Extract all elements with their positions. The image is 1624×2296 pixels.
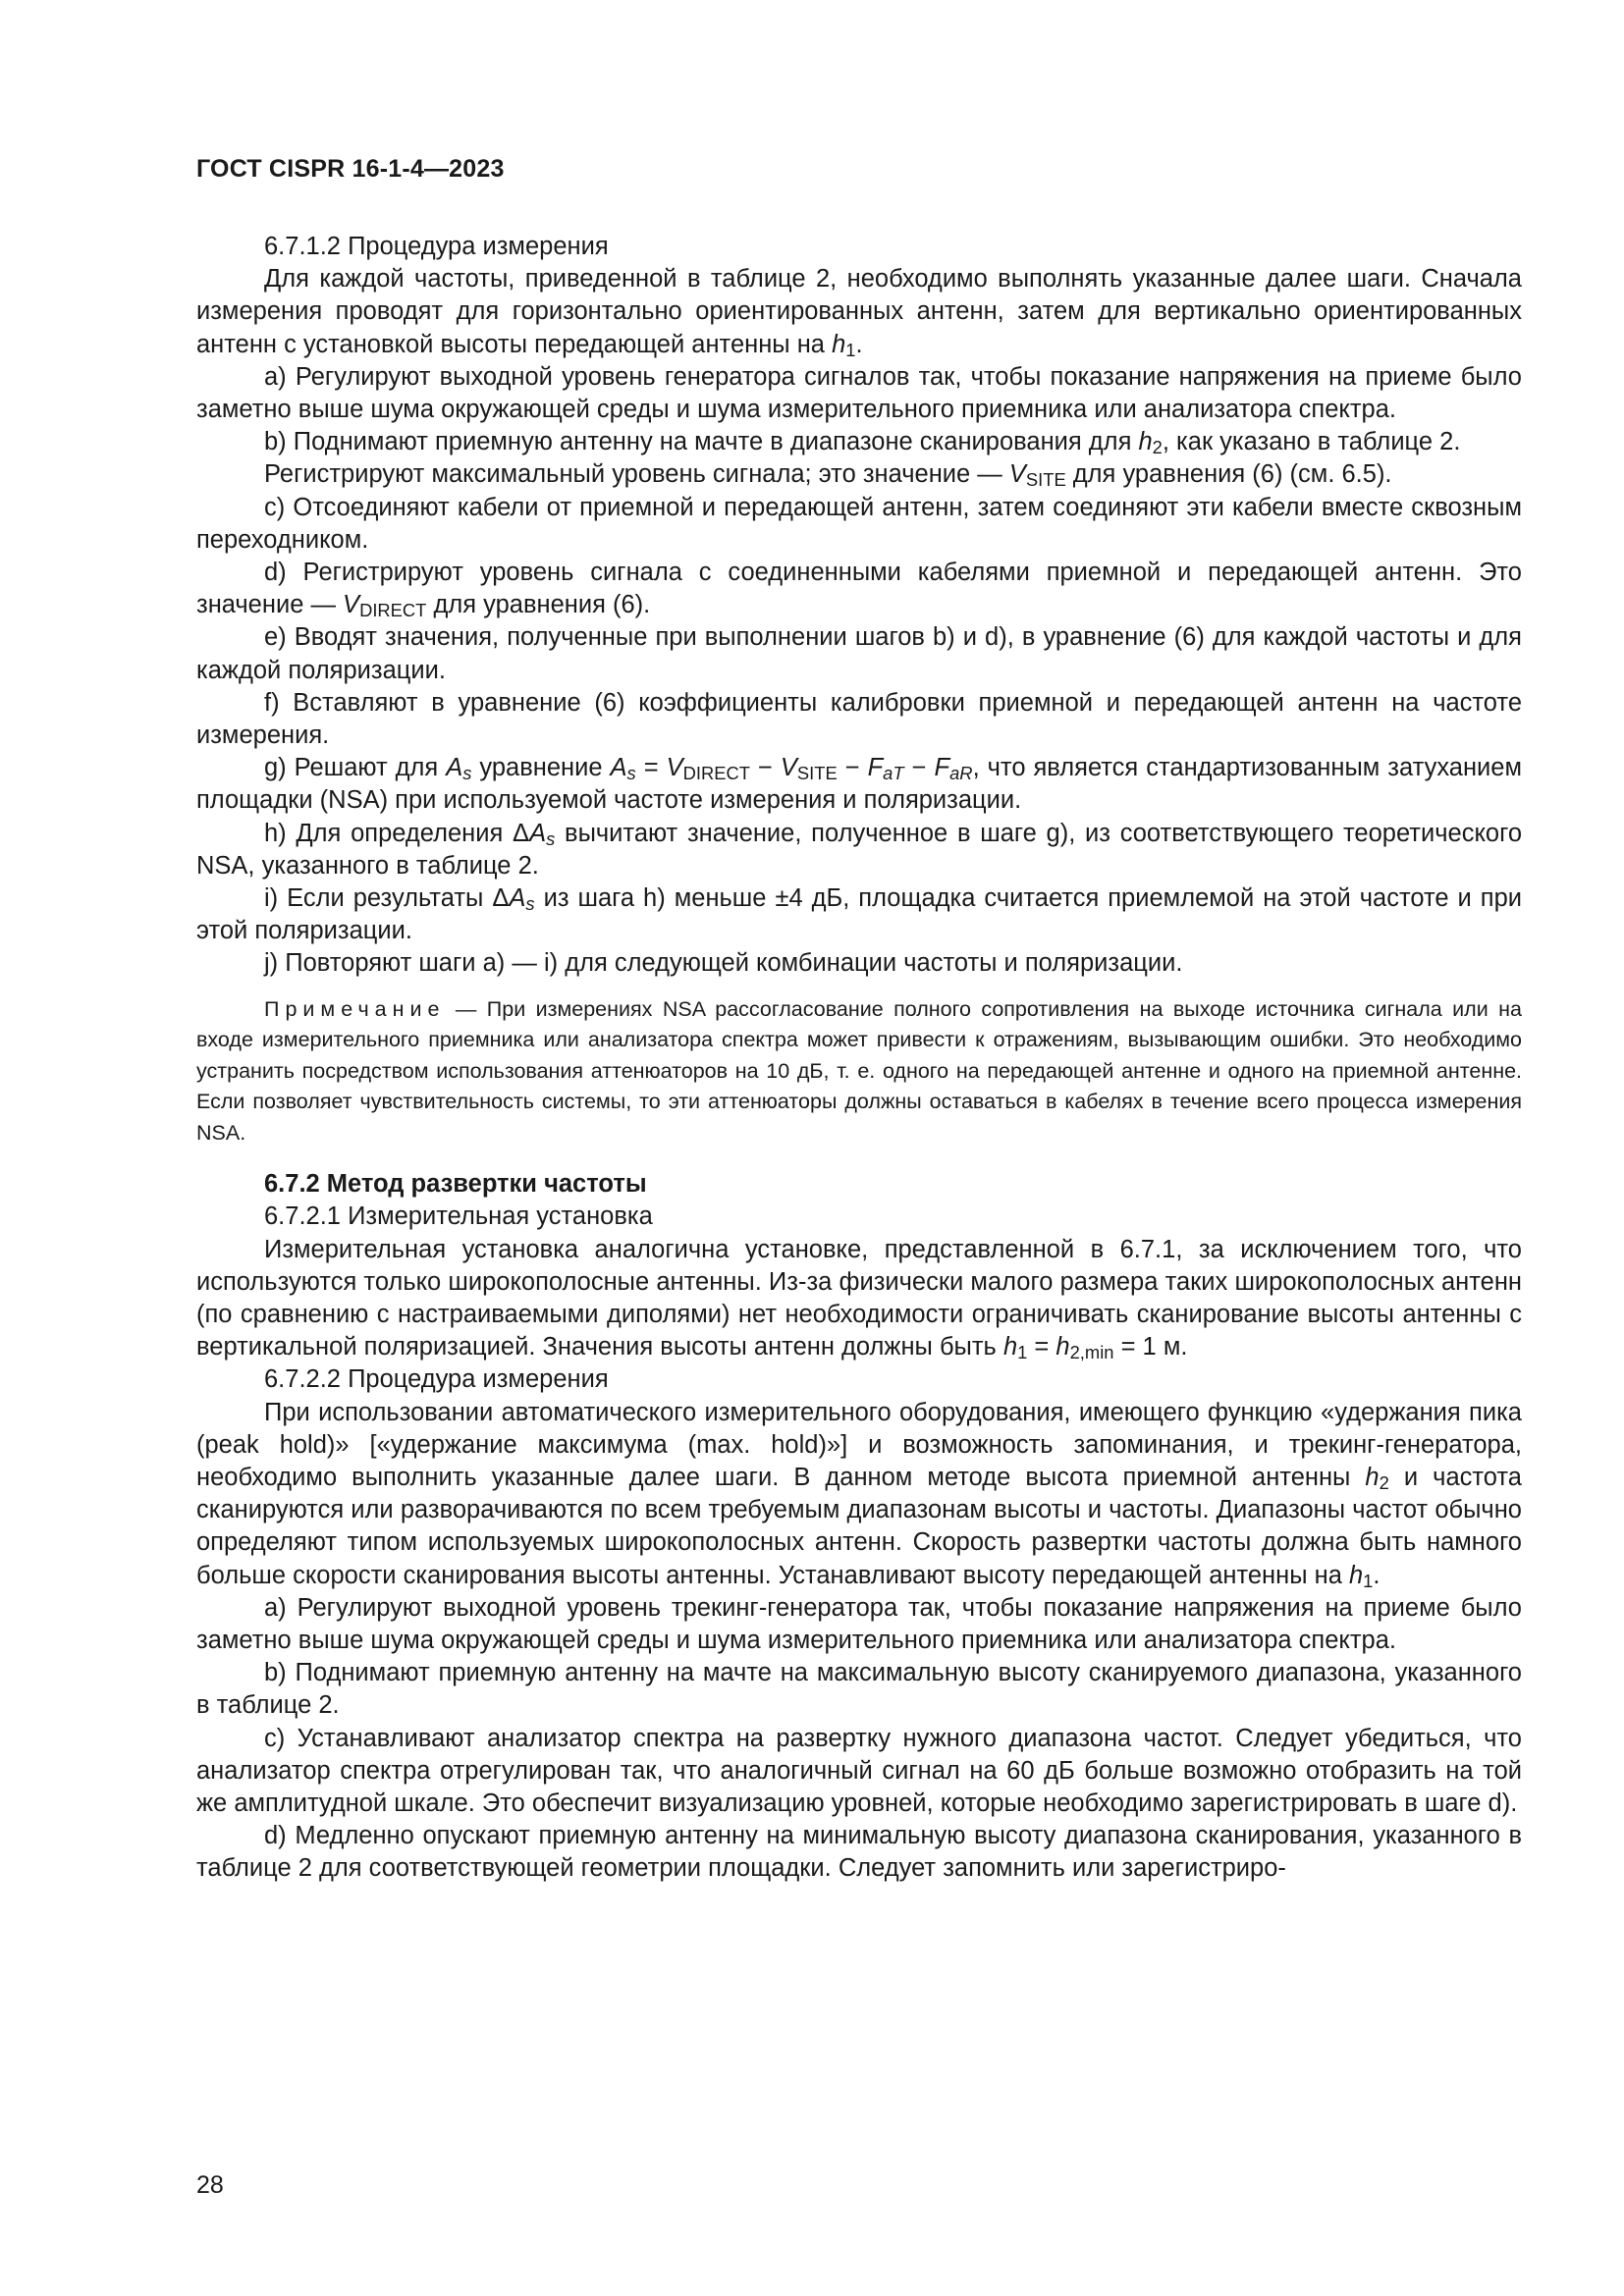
step-f: f) Вставляют в уравнение (6) коэффициенты калибровки приемной и передающей антенн на частоте измерения. xyxy=(196,688,1522,750)
step-a: a) Регулируют выходной уровень генератора сигналов так, чтобы показание напряжения на приеме было заметно выше шума окружающей среды и шума измерительного приемника или анализатора спектра. xyxy=(196,362,1522,424)
section-6-7-1-2-title: 6.7.1.2 Процедура измерения xyxy=(264,233,609,260)
step-b: b) Поднимают приемную антенну на мачте в диапазоне сканирования для $h_2$, как указано в таблице 2. xyxy=(264,428,1461,458)
sweep-step-b: b) Поднимают приемную антенну на мачте на максимальную высоту сканируемого диапазона, указанного в таблице 2. xyxy=(196,1659,1522,1720)
page-number: 28 xyxy=(196,2171,224,2199)
sweep-step-c: c) Устанавливают анализатор спектра на развертку нужного диапазона частот. Следует убедиться, что анализатор спектра отрегулирован так, что аналогичный сигнал на 60 дБ больше возможно отобразить на той же амплитудной шкале. Это обеспечит визуализацию уровней, которые необходимо зарегистрировать в шаге d). xyxy=(196,1724,1522,1818)
register-max: Регистрируют максимальный уровень сигнала; это значение — $V_{SITE}$ для уравнения (6) (см. 6.5). xyxy=(264,460,1392,491)
section-6-7-2-2-title: 6.7.2.2 Процедура измерения xyxy=(264,1365,609,1394)
step-e: e) Вводят значения, полученные при выполнении шагов b) и d), в уравнение (6) для каждой частоты и для каждой поляризации. xyxy=(196,623,1522,684)
document-body xyxy=(196,231,1522,1886)
document-header: ГОСТ CISPR 16-1-4—2023 xyxy=(196,155,505,183)
sweep-step-d: d) Медленно опускают приемную антенну на минимальную высоту диапазона сканирования, указанного в таблице 2 для соответствующей геометрии площадки. Следует запомнить или зарегистриро- xyxy=(196,1822,1522,1883)
section-6-7-2-1-title: 6.7.2.1 Измерительная установка xyxy=(264,1202,653,1231)
setup-paragraph: Измерительная установка аналогична установке, представленной в 6.7.1, за исключением того, что используются только широкополосные антенны. Из-за физически малого размера таких широкополосных антенн (по сравнению с настраиваемыми диполями) нет необходимости ограничивать сканирование высоты антенны с вертикальной поляризацией. Значения высоты антенн должны быть $h_1 = h_{2,min} = 1$ м. xyxy=(196,1235,1522,1363)
note-label: Примечание xyxy=(264,996,446,1021)
step-j: j) Повторяют шаги a) — i) для следующей комбинации частоты и поляризации. xyxy=(264,949,1183,978)
note-text: — При измерениях NSA рассогласование полного сопротивления на выходе источника сигнала или на входе измерительного приемника или анализатора спектра может привести к отражениям, вызывающим ошибки. Это необходимо устранить посредством использования аттенюаторов на 10 дБ, т. е. одного на передающей антенне и одного на приемной антенне. Если позволяет чувствительность системы, то эти аттенюаторы должны оставаться в кабелях в течение всего процесса измерения NSA. xyxy=(196,996,1522,1145)
step-i: i) Если результаты $\Delta A_s$ из шага h) меньше ±4 дБ, площадка считается приемлемой на этой частоте и при этой поляризации. xyxy=(196,884,1523,945)
step-c: c) Отсоединяют кабели от приемной и передающей антенн, затем соединяют эти кабели вместе сквозным переходником. xyxy=(196,493,1522,554)
paragraph-intro: Для каждой частоты, приведенной в таблице 2, необходимо выполнять указанные далее шаги. Сначала измерения проводят для горизонтально ориентированных антенн, затем для вертикально ориентированных антенн с установкой высоты передающей антенны на $h_1$. xyxy=(196,265,1522,360)
step-d: d) Регистрируют уровень сигнала с соединенными кабелями приемной и передающей антенн. Это значение — $V_{DIRECT}$ для уравнения (6). xyxy=(196,559,1522,621)
step-g: g) Решают для $A_s$ уравнение $A_s = V_{DIRECT} - V_{SITE} - F_{aT} - F_{aR}$, что является стандартизованным затуханием площадки (NSA) при используемой частоте измерения и поляризации. xyxy=(196,754,1523,815)
step-h: h) Для определения $\Delta A_s$ вычитают значение, полученное в шаге g), из соответствующего теоретического NSA, указанного в таблице 2. xyxy=(196,819,1522,880)
sweep-step-a: a) Регулируют выходной уровень трекинг-генератора так, чтобы показание напряжения на приеме было заметно выше шума окружающей среды и шума измерительного приемника или анализатора спектра. xyxy=(196,1593,1522,1655)
note-block xyxy=(196,994,1522,1149)
section-6-7-2-title: 6.7.2 Метод развертки частоты xyxy=(264,1170,647,1199)
procedure-paragraph: При использовании автоматического измерительного оборудования, имеющего функцию «удержания пика (peak hold)» [«удержание максимума (max. hold)»] и возможность запоминания, и трекинг-генератора, необходимо выполнить указанные далее шаги. В данном методе высота приемной антенны $h_2$ и частота сканируются или разворачиваются по всем требуемым диапазонам высоты и частоты. Диапазоны частот обычно определяют типом используемых широкополосных антенн. Скорость развертки частоты должна быть намного больше скорости сканирования высоты антенны. Устанавливают высоту передающей антенны на $h_1$. xyxy=(196,1398,1522,1591)
